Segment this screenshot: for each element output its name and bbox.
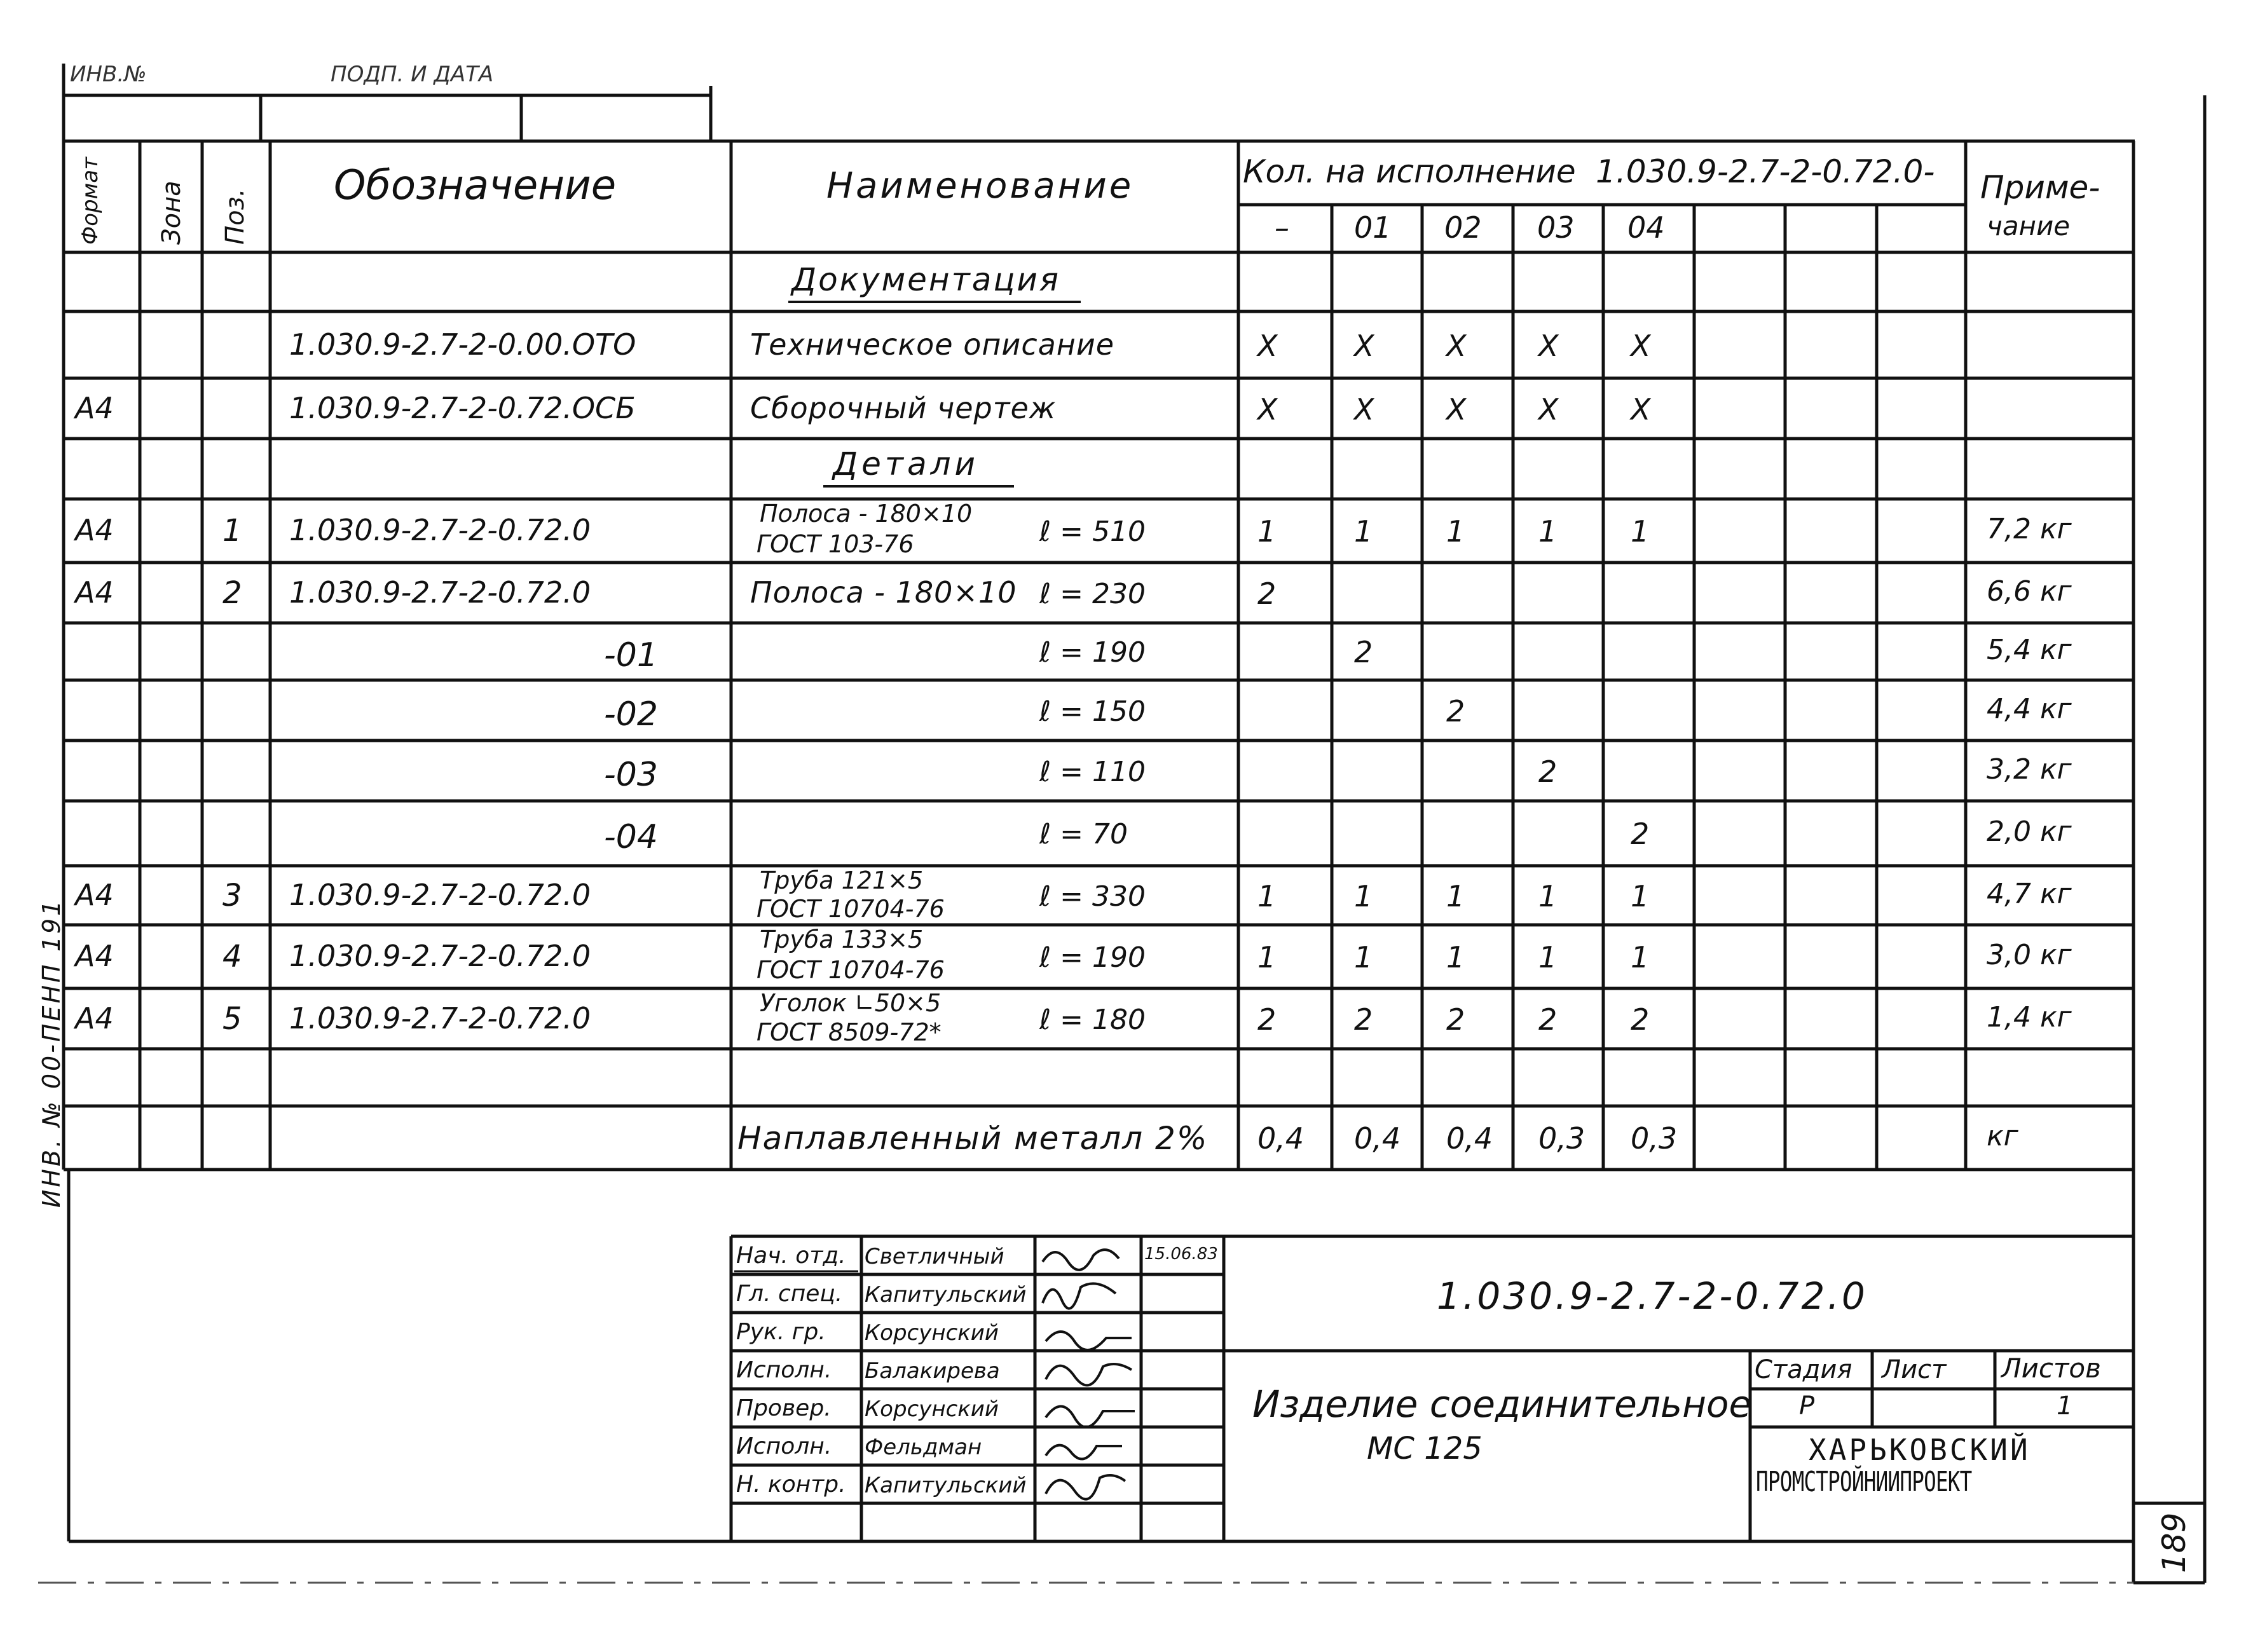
row-qty-0: X (1257, 392, 1278, 427)
row-note: 4,7 кг (1987, 877, 2072, 910)
qty-col-03: 03 (1537, 210, 1575, 245)
stage-label: Стадия (1755, 1355, 1852, 1384)
row-length: ℓ = 330 (1039, 880, 1146, 913)
row-format: А4 (75, 513, 114, 547)
header-format: Формат (78, 157, 103, 245)
qty-col-02: 02 (1444, 210, 1482, 245)
title-person-name: Корсунский (865, 1320, 999, 1346)
row-qty-3: X (1538, 328, 1559, 363)
row-name: Сборочный чертеж (750, 390, 1057, 425)
row-qty-1: 1 (1354, 514, 1373, 549)
row-length: ℓ = 110 (1039, 755, 1146, 788)
row-designation: -04 (604, 818, 658, 856)
organization-line-1: ХАРЬКОВСКИЙ (1809, 1433, 2030, 1467)
row-name-line2: ГОСТ 10704-76 (757, 956, 945, 984)
header-pos: Поз. (221, 188, 250, 245)
qty-col-01: 01 (1354, 210, 1392, 245)
row-length: ℓ = 190 (1039, 636, 1146, 669)
row-qty-2: 2 (1446, 693, 1465, 728)
header-designation: Обозначение (334, 162, 617, 209)
row-format: А4 (75, 390, 114, 425)
row-name-line1: Уголок ∟50×5 (760, 989, 942, 1017)
signatures (1043, 1250, 1135, 1499)
organization-line-2: ПРОМСТРОЙНИИПРОЕКТ (1756, 1466, 1972, 1498)
row-qty-3: 1 (1538, 514, 1558, 549)
row-designation: 1.030.9-2.7-2-0.72.0 (289, 1000, 591, 1035)
row-name-line2: ГОСТ 8509-72* (757, 1018, 942, 1046)
header-name: Наименование (826, 165, 1134, 207)
row-qty-2: X (1446, 392, 1467, 427)
approval-date: 15.06.83 (1144, 1245, 1218, 1264)
row-length: ℓ = 510 (1039, 515, 1146, 548)
top-stub-middle: ПОДП. И ДАТА (331, 62, 494, 87)
qty-col-04: 04 (1627, 210, 1665, 245)
row-format: А4 (75, 1000, 114, 1035)
title-role: Н. контр. (736, 1471, 846, 1498)
row-qty-1: X (1354, 392, 1374, 427)
row-qty-4: 1 (1631, 940, 1650, 974)
qty-col-base: – (1275, 210, 1289, 245)
row-qty-3: X (1538, 392, 1559, 427)
row-qty-4: 2 (1631, 1002, 1650, 1037)
row-note: 2,0 кг (1987, 816, 2072, 848)
row-name-line1: Труба 133×5 (760, 925, 924, 953)
row-designation: 1.030.9-2.7-2-0.72.0 (289, 939, 591, 973)
row-note: 7,2 кг (1987, 513, 2072, 545)
row-note: 6,6 кг (1987, 575, 2072, 608)
row-name-line2: ГОСТ 10704-76 (757, 894, 945, 923)
row-note: 3,0 кг (1987, 939, 2072, 971)
product-name-1: Изделие соединительное (1252, 1382, 1752, 1426)
sheet-label: Лист (1882, 1355, 1947, 1384)
row-qty-3: 2 (1538, 1002, 1558, 1037)
row-qty-4: 1 (1631, 878, 1650, 913)
title-person-name: Корсунский (865, 1396, 999, 1422)
row-length: ℓ = 230 (1039, 577, 1146, 610)
title-person-name: Капитульский (865, 1473, 1027, 1498)
stage-value: Р (1799, 1391, 1815, 1421)
title-role: Гл. спец. (736, 1281, 843, 1307)
row-designation: -03 (604, 755, 658, 794)
row-name-line1: Полоса - 180×10 (760, 500, 973, 528)
product-name-2: МС 125 (1367, 1431, 1483, 1466)
title-person-name: Светличный (865, 1244, 1004, 1269)
row-pos: 1 (223, 513, 242, 549)
row-length: ℓ = 150 (1039, 695, 1146, 728)
row-designation: 1.030.9-2.7-2-0.72.0 (289, 575, 591, 610)
row-qty-2: X (1446, 328, 1467, 363)
row-length: ℓ = 180 (1039, 1003, 1146, 1036)
row-qty-1: 0,4 (1354, 1121, 1401, 1156)
row-qty-0: 1 (1257, 940, 1277, 974)
row-format: А4 (75, 939, 114, 973)
row-note: 4,4 кг (1987, 692, 2072, 725)
row-qty-0: X (1257, 328, 1278, 363)
row-qty-0: 1 (1257, 878, 1277, 913)
title-role: Нач. отд. (736, 1243, 846, 1269)
row-qty-1: 1 (1354, 878, 1373, 913)
row-qty-0: 2 (1257, 1002, 1277, 1037)
row-qty-3: 1 (1538, 878, 1558, 913)
header-note-2: чание (1987, 210, 2071, 242)
row-pos: 2 (223, 575, 242, 611)
row-length: ℓ = 70 (1039, 818, 1128, 850)
header-qty: Кол. на исполнение (1243, 153, 1576, 190)
row-qty-3: 2 (1538, 754, 1558, 789)
row-qty-4: 1 (1631, 514, 1650, 549)
header-qty-base: 1.030.9-2.7-2-0.72.0- (1596, 153, 1935, 190)
row-designation: -02 (604, 695, 658, 734)
header-note-1: Приме- (1980, 169, 2100, 206)
row-designation: 1.030.9-2.7-2-0.72.ОСБ (289, 390, 636, 425)
row-qty-3: 0,3 (1538, 1121, 1585, 1156)
row-qty-1: 2 (1354, 1002, 1373, 1037)
row-qty-1: 1 (1354, 940, 1373, 974)
sheets-value: 1 (2057, 1391, 2073, 1421)
row-pos: 3 (223, 877, 242, 913)
header-zone: Зона (157, 181, 186, 245)
row-qty-2: 2 (1446, 1002, 1465, 1037)
row-qty-1: X (1354, 328, 1374, 363)
section-docs: Документация (791, 261, 1060, 298)
row-qty-4: X (1631, 392, 1651, 427)
row-designation: -01 (604, 636, 658, 674)
row-note: кг (1987, 1120, 2018, 1152)
row-pos: 5 (223, 1000, 242, 1037)
row-qty-0: 2 (1257, 576, 1277, 611)
row-note: 1,4 кг (1987, 1000, 2072, 1034)
row-name-line1: Труба 121×5 (760, 866, 924, 894)
title-role: Рук. гр. (736, 1319, 826, 1345)
row-format: А4 (75, 877, 114, 912)
row-designation: 1.030.9-2.7-2-0.72.0 (289, 877, 591, 912)
sheets-label: Листов (2001, 1353, 2101, 1384)
title-person-name: Фельдман (865, 1435, 982, 1460)
row-note: 5,4 кг (1987, 634, 2072, 666)
document-code: 1.030.9-2.7-2-0.72.0 (1437, 1274, 1868, 1318)
row-qty-2: 1 (1446, 940, 1465, 974)
row-name-line2: ГОСТ 103-76 (757, 530, 914, 558)
row-qty-2: 1 (1446, 514, 1465, 549)
title-role: Провер. (736, 1395, 832, 1421)
row-qty-4: 0,3 (1631, 1121, 1678, 1156)
row-qty-1: 2 (1354, 635, 1373, 669)
row-note: 3,2 кг (1987, 753, 2072, 786)
row-name: Наплавленный металл 2% (737, 1120, 1209, 1157)
title-person-name: Капитульский (865, 1282, 1027, 1307)
row-qty-4: X (1631, 328, 1651, 363)
row-qty-2: 1 (1446, 878, 1465, 913)
row-qty-2: 0,4 (1446, 1121, 1493, 1156)
page-number: 189 (2156, 1512, 2193, 1573)
title-person-name: Балакирева (865, 1358, 1000, 1384)
row-name: Техническое описание (750, 327, 1115, 362)
row-qty-0: 0,4 (1257, 1121, 1305, 1156)
row-pos: 4 (223, 939, 242, 974)
section-parts: Детали (833, 446, 980, 482)
row-qty-3: 1 (1538, 940, 1558, 974)
row-format: А4 (75, 575, 114, 610)
row-length: ℓ = 190 (1039, 941, 1146, 974)
row-qty-0: 1 (1257, 514, 1277, 549)
row-qty-4: 2 (1631, 817, 1650, 851)
row-designation: 1.030.9-2.7-2-0.00.ОТО (289, 327, 636, 362)
side-stamp: ИНВ. № 00-ПЕНП 191 (38, 898, 65, 1208)
top-stub-left: ИНВ.№ (70, 62, 147, 87)
title-role: Исполн. (736, 1357, 832, 1383)
title-role: Исполн. (736, 1433, 832, 1459)
row-designation: 1.030.9-2.7-2-0.72.0 (289, 513, 591, 547)
row-name: Полоса - 180×10 (750, 575, 1017, 610)
